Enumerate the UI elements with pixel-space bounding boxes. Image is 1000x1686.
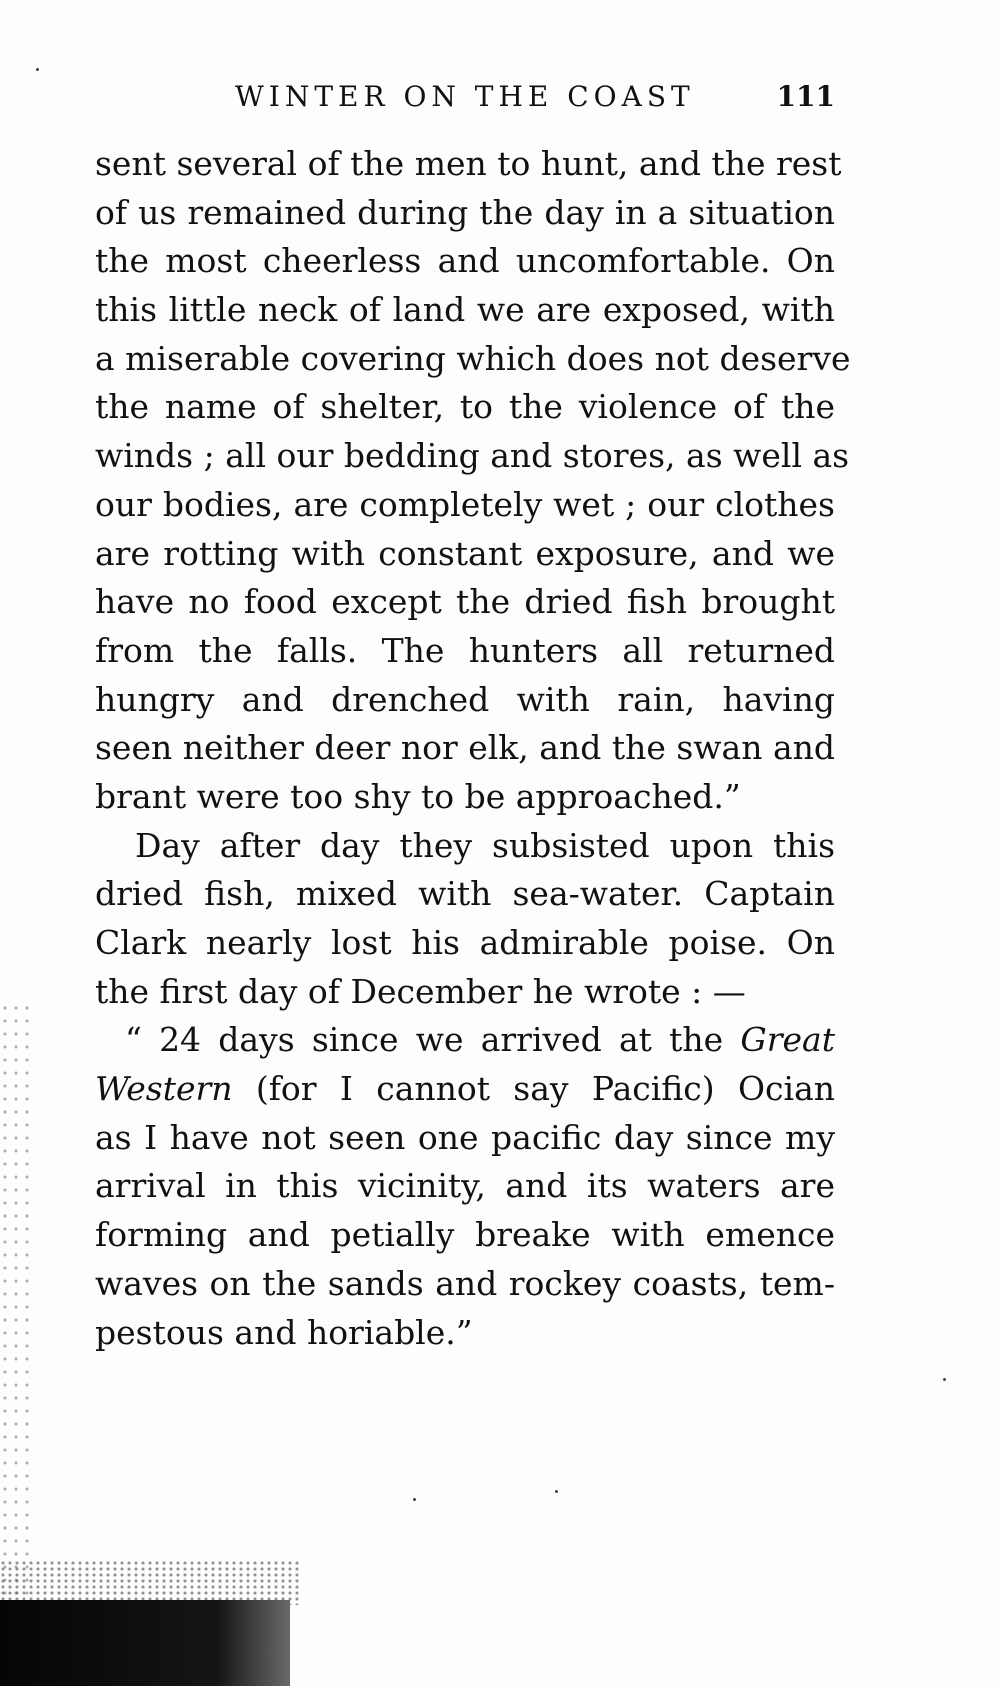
page-number: 111 — [776, 80, 835, 113]
text-line: sent several of the men to hunt, and the rest — [95, 144, 842, 183]
quote-line: arrival in this vicinity, and its waters are — [95, 1166, 835, 1206]
scan-speck — [555, 1490, 558, 1493]
quote-line — [95, 1016, 835, 1065]
text-line: our bodies, are completely wet ; our clothes — [95, 484, 835, 524]
text-line: the most cheerless and uncomfortable. On — [95, 241, 835, 281]
quote-line: waves on the sands and rockey coasts, tem- — [95, 1263, 835, 1303]
text-line: hungry and drenched with rain, having — [95, 679, 835, 719]
quote-line: as I have not seen one pacific day since my — [95, 1117, 835, 1157]
text-line: have no food except the dried fish brought — [95, 582, 835, 622]
scan-dark-corner — [0, 1600, 290, 1686]
text-line: brant were too shy to be approached.” — [95, 776, 741, 816]
text-line: a miserable covering which does not deserve — [95, 338, 851, 378]
body-text — [95, 140, 851, 1357]
quote-italic-text: Great — [740, 1020, 835, 1060]
text-line: are rotting with constant exposure, and we — [95, 533, 835, 573]
scan-edge-noise — [0, 1000, 30, 1600]
text-line: the first day of December he wrote : — — [95, 971, 746, 1011]
text-line: the name of shelter, to the violence of the — [95, 387, 835, 427]
running-title: WINTER ON THE COAST — [235, 80, 695, 113]
scan-speck — [943, 1378, 946, 1381]
quote-italic-text: Western — [95, 1069, 233, 1109]
quote-text: “ 24 days since we arrived at the — [125, 1020, 724, 1060]
text-line: this little neck of land we are exposed, with — [95, 290, 835, 330]
text-line: winds ; all our bedding and stores, as well as — [95, 436, 850, 476]
scan-corner-noise — [0, 1560, 300, 1605]
text-line: dried fish, mixed with sea-water. Captain — [95, 874, 835, 914]
quote-line: pestous and horiable.” — [95, 1312, 473, 1352]
text-line: from the falls. The hunters all returned — [95, 630, 835, 670]
quote-line: forming and petially breake with emence — [95, 1215, 835, 1255]
quote-line — [95, 1065, 835, 1114]
text-line: Day after day they subsisted upon this — [135, 825, 835, 865]
running-head — [95, 80, 835, 120]
quote-text: (for I cannot say Pacific) Ocian — [255, 1069, 835, 1109]
scan-speck — [413, 1498, 416, 1501]
text-line: Clark nearly lost his admirable poise. On — [95, 923, 835, 962]
text-line: of us remained during the day in a situation — [95, 192, 835, 232]
scan-speck — [36, 68, 39, 71]
text-line: seen neither deer nor elk, and the swan and — [95, 728, 836, 768]
